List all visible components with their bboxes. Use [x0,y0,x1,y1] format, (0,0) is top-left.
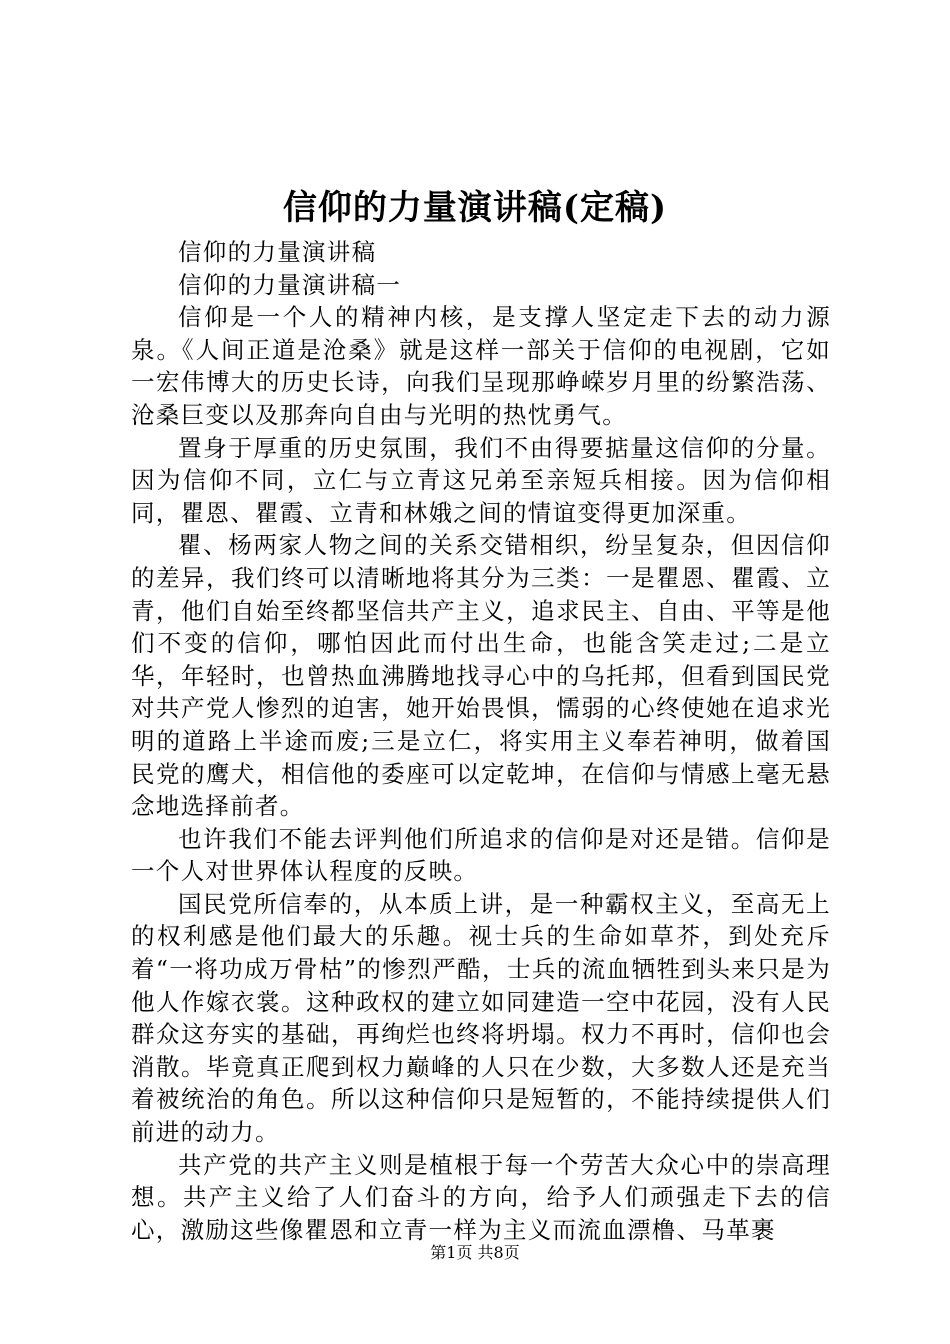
paragraph-body: 共产党的共产主义则是植根于每一个劳苦大众心中的崇高理想。共产主义给了人们奋斗的方向，给予人们顽强走下去的信心，激励这些像瞿恩和立青一样为主义而流血漂橹、马革裹 [131,1150,831,1244]
document-body [131,236,831,1246]
paragraph-body: 也许我们不能去评判他们所追求的信仰是对还是错。信仰是一个人对世界体认程度的反映。 [131,824,831,886]
paragraph-subtitle: 信仰的力量演讲稿 [178,238,377,266]
paragraph-body: 瞿、杨两家人物之间的关系交错相织，纷呈复杂，但因信仰的差异，我们终可以清晰地将其分为三类：一是瞿恩、瞿霞、立青，他们自始至终都坚信共产主义，追求民主、自由、平等是他们不变的信仰，哪怕因此而付出生命，也能含笑走过;二是立华，年轻时，也曾热血沸腾地找寻心中的乌托邦，但看到国民党对共产党人惨烈的迫害，她开始畏惧，懦弱的心终使她在追求光明的道路上半途而废;三是立仁，将实用主义奉若神明，做着国民党的鹰犬，相信他的委座可以定乾坤，在信仰与情感上毫无悬念地选择前者。 [131,531,831,821]
page-title: 信仰的力量演讲稿(定稿) [282,188,668,228]
page-number-footer: 第1页 共8页 [430,1243,520,1262]
paragraph-section-heading: 信仰的力量演讲稿一 [178,270,402,299]
paragraph-body: 置身于厚重的历史氛围，我们不由得要掂量这信仰的分量。因为信仰不同，立仁与立青这兄弟至亲短兵相接。因为信仰相同，瞿恩、瞿霞、立青和林娥之间的情谊变得更加深重。 [131,433,831,527]
paragraph-body: 信仰是一个人的精神内核，是支撑人坚定走下去的动力源泉。《人间正道是沧桑》就是这样一部关于信仰的电视剧，它如一宏伟博大的历史长诗，向我们呈现那峥嵘岁月里的纷繁浩荡、沧桑巨变以及那奔向自由与光明的热忱勇气。 [131,303,831,429]
paragraph-body: 国民党所信奉的，从本质上讲，是一种霸权主义，至高无上的权利感是他们最大的乐趣。视士兵的生命如草芥，到处充斥着“一将功成万骨枯”的惨烈严酷，士兵的流血牺牲到头来只是为他人作嫁衣裳。这种政权的建立如同建造一空中花园，没有人民群众这夯实的基础，再绚烂也终将坍塌。权力不再时，信仰也会消散。毕竟真正爬到权力巅峰的人只在少数，大多数人还是充当着被统治的角色。所以这种信仰只是短暂的，不能持续提供人们前进的动力。 [131,889,831,1147]
